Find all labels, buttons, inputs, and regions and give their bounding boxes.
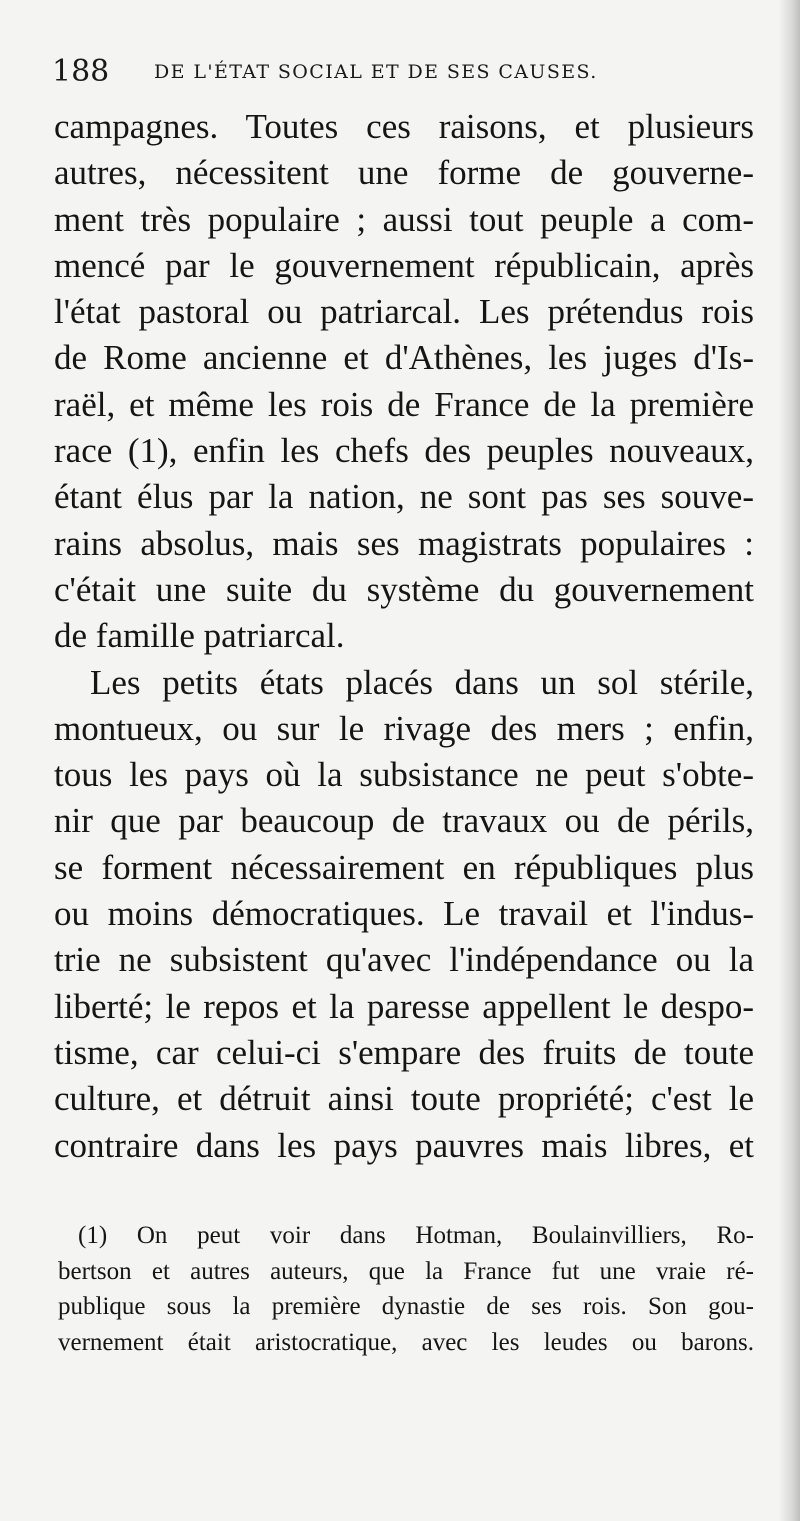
text-line: de Rome ancienne et d'Athènes, les juges d'Is- (54, 338, 754, 378)
page-edge-shadow (778, 0, 800, 1521)
text-line: tous les pays où la subsistance ne peut s'obte- (54, 755, 754, 795)
text-line: rains absolus, mais ses magistrats populaires : (54, 523, 754, 563)
text-line: liberté; le repos et la paresse appellent le despo- (54, 986, 754, 1026)
paragraph-start-line: Les petits états placés dans un sol stérile, (90, 662, 754, 702)
text-line: autres, nécessitent une forme de gouverne- (54, 153, 754, 193)
text-line: étant élus par la nation, ne sont pas ses souve- (54, 477, 754, 517)
footnote-line: (1) On peut voir dans Hotman, Boulainvilliers, Ro- (78, 1222, 754, 1249)
text-line: trie ne subsistent qu'avec l'indépendance ou la (54, 940, 754, 980)
text-line: campagnes. Toutes ces raisons, et plusieurs (54, 107, 754, 146)
text-line: l'état pastoral ou patriarcal. Les prétendus rois (54, 292, 754, 332)
footnote (58, 1218, 754, 1360)
paragraph-end-line: de famille patriarcal. (54, 616, 345, 656)
main-text (54, 104, 754, 1169)
footnote-line: publique sous la première dynastie de ses rois. Son gou- (58, 1293, 754, 1320)
footnote-line: vernement était aristocratique, avec les leudes ou barons. (58, 1328, 754, 1356)
text-line: ment très populaire ; aussi tout peuple a com- (54, 199, 754, 239)
running-title: DE L'ÉTAT SOCIAL ET DE SES CAUSES. (154, 61, 598, 83)
text-line: montueux, ou sur le rivage des mers ; enfin, (54, 708, 754, 748)
running-header (52, 48, 752, 96)
text-line: se forment nécessairement en républiques plus (54, 847, 754, 887)
text-line: mencé par le gouvernement républicain, après (54, 245, 754, 285)
page-number: 188 (52, 54, 110, 89)
text-line: tisme, car celui-ci s'empare des fruits de toute (54, 1032, 754, 1072)
text-line: ou moins démocratiques. Le travail et l'indus- (54, 894, 754, 934)
text-line: c'était une suite du système du gouvernement (54, 569, 754, 609)
text-line: culture, et détruit ainsi toute propriété; c'est le (54, 1079, 754, 1119)
text-line: contraire dans les pays pauvres mais libres, et (54, 1125, 754, 1165)
text-line: race (1), enfin les chefs des peuples nouveaux, (54, 431, 754, 471)
text-line: raël, et même les rois de France de la première (54, 384, 754, 424)
text-line: nir que par beaucoup de travaux ou de périls, (54, 801, 754, 841)
footnote-line: bertson et autres auteurs, que la France fut une vraie ré- (58, 1257, 754, 1285)
